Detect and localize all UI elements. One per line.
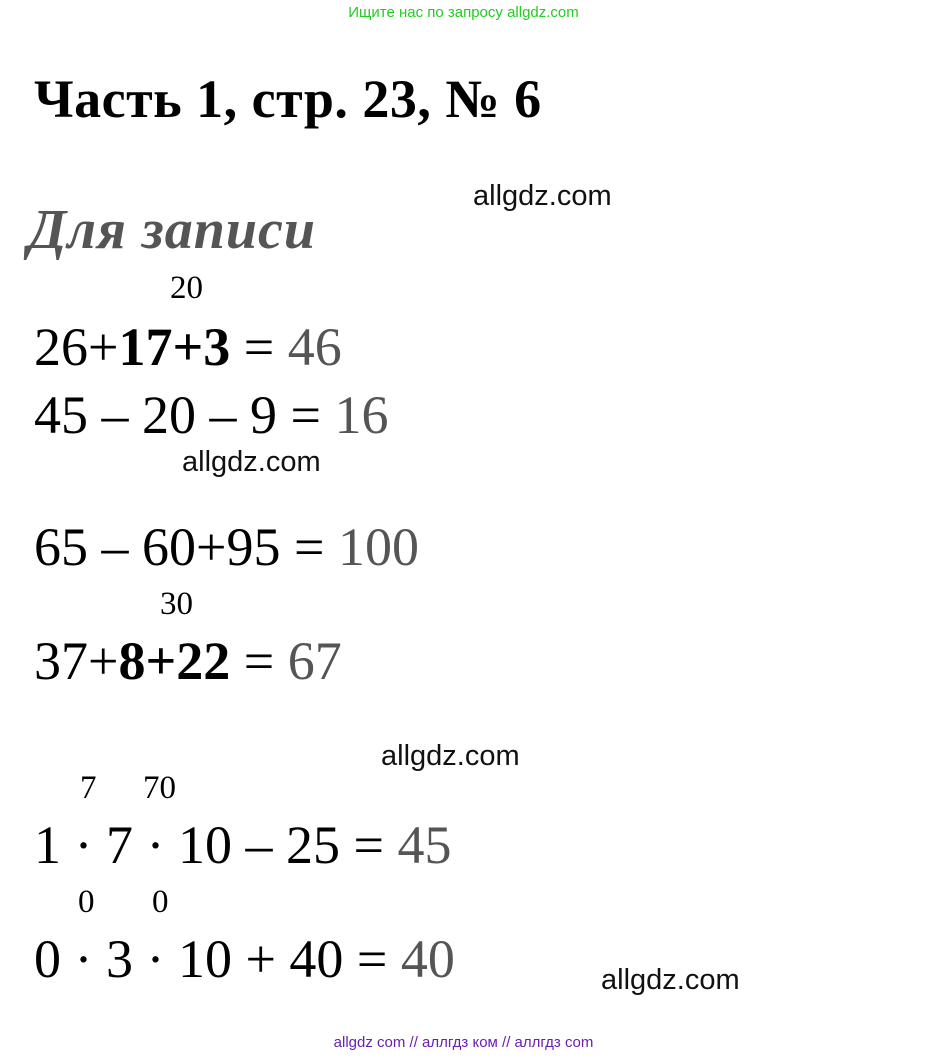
equation-answer: 46 xyxy=(287,317,342,377)
hint-number: 20 xyxy=(170,270,203,306)
hint-number: 7 xyxy=(80,770,97,806)
equation-5 xyxy=(34,815,452,875)
equation-term-bold: 17+3 xyxy=(118,317,231,377)
equals-sign: = xyxy=(230,317,288,377)
equals-sign: = xyxy=(339,815,398,875)
equation-1 xyxy=(34,317,342,377)
hint-number: 0 xyxy=(78,884,95,920)
watermark: allgdz.com xyxy=(182,446,321,478)
hint-number: 70 xyxy=(143,770,176,806)
equation-answer: 40 xyxy=(400,929,455,989)
watermark: allgdz.com xyxy=(601,964,740,996)
equation-term-bold: 8+22 xyxy=(118,631,231,691)
equation-term: 65 – 60+95 xyxy=(34,517,281,577)
equation-term: 1 · 7 · 10 – 25 xyxy=(34,815,340,875)
watermark: allgdz.com xyxy=(473,180,612,212)
equation-term: 26+ xyxy=(34,317,119,377)
hint-number: 0 xyxy=(152,884,169,920)
equation-term: 0 · 3 · 10 + 40 xyxy=(34,929,344,989)
equals-sign: = xyxy=(280,517,338,577)
equation-answer: 67 xyxy=(287,631,342,691)
equation-3 xyxy=(34,517,419,577)
equation-term: 45 – 20 – 9 xyxy=(34,385,277,445)
equals-sign: = xyxy=(230,631,288,691)
equation-6 xyxy=(34,929,455,989)
watermark: allgdz.com xyxy=(381,740,520,772)
equation-answer: 16 xyxy=(334,385,389,445)
equation-2 xyxy=(34,385,389,445)
equation-4 xyxy=(34,631,342,691)
equals-sign: = xyxy=(277,385,335,445)
equation-answer: 45 xyxy=(397,815,452,875)
equals-sign: = xyxy=(343,929,401,989)
equation-answer: 100 xyxy=(337,517,419,577)
page-title: Часть 1, стр. 23, № 6 xyxy=(34,69,542,129)
top-banner: Ищите нас по запросу allgdz.com xyxy=(348,4,579,21)
equation-term: 37+ xyxy=(34,631,119,691)
section-subheading: Для записи xyxy=(28,199,316,261)
hint-number: 30 xyxy=(160,586,193,622)
footer-links: allgdz com // аллгдз ком // аллгдз com xyxy=(333,1034,594,1051)
